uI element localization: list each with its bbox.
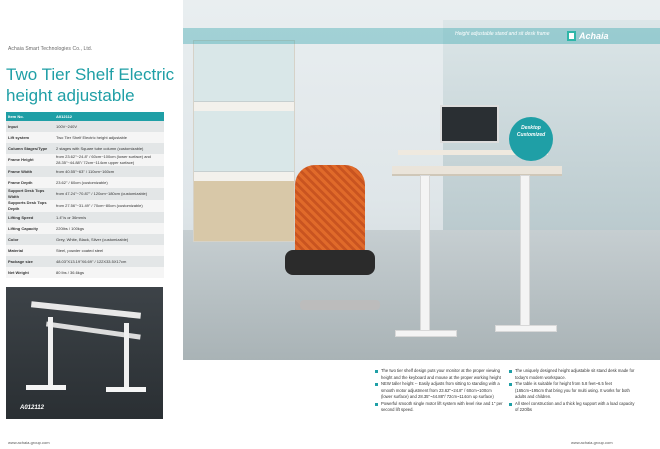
spec-key: Column Stages/Type xyxy=(6,143,54,154)
frame-model-label: A012112 xyxy=(20,405,44,411)
spec-row xyxy=(6,166,164,177)
feature-bullet: The table is suitable for height from 5.8 feet~6.5 feet (165cm~195cm that bring you for multi using. It works for both adults and children. xyxy=(509,381,637,401)
spec-key: Support Desk Tops Width xyxy=(6,188,54,200)
company-name: Achaia Smart Technologies Co., Ltd. xyxy=(8,46,93,52)
feature-bullet: NEW taller height -- Easily adjusts from sitting to standing with a smooth motor adjustment from 23.62"~24.8" / 60cm~100cm (lower surface) and 28.35"~44.88"/ 72cm~114cm up surface) xyxy=(375,381,503,401)
feature-bullet: The uniquely designed height adjustable sit stand desk made for today's modern workspace. xyxy=(509,368,637,381)
spec-key: Frame Height xyxy=(6,154,54,166)
spec-key: Frame Depth xyxy=(6,177,54,188)
spec-key: Lift system xyxy=(6,132,54,143)
spec-value: from 23.62"~24.8" / 60cm~100cm (lower surface) and 28.35"~44.88"/ 72cm~114cm upper surface) xyxy=(54,154,164,166)
spec-value: 2 stages with Square tube column (customizable) xyxy=(54,143,164,154)
monitor xyxy=(440,105,499,143)
spec-value: from 40.55"~63" / 110cm~160cm xyxy=(54,166,164,177)
spec-header-cell: Item No. xyxy=(6,112,54,121)
spec-row xyxy=(6,200,164,212)
spec-value: 1.4"/s or 36mm/s xyxy=(54,212,164,223)
spec-value: Two Tier Shelf Electric height adjustable xyxy=(54,132,164,143)
spec-row xyxy=(6,177,164,188)
spec-table xyxy=(6,112,164,278)
badge-text xyxy=(509,125,553,139)
feature-bullet: Powerful smooth single motor lift system with level rise and 1" per second lift speed. xyxy=(375,401,503,414)
header-tagline: Height adjustable stand and sit desk frame xyxy=(455,31,550,37)
footer-url-left[interactable]: www.achaia-group.com xyxy=(8,440,50,445)
spec-key: Color xyxy=(6,234,54,245)
desk-foot-left xyxy=(395,330,457,337)
spec-value: Steel, powder coated steel xyxy=(54,245,164,256)
spec-row xyxy=(6,154,164,166)
spec-row xyxy=(6,234,164,245)
spec-key: Input xyxy=(6,121,54,132)
spec-row xyxy=(6,212,164,223)
spec-row xyxy=(6,132,164,143)
spec-value: 80 lbs / 36.6kgs xyxy=(54,267,164,278)
spec-value: 23.62" / 60cm (customizable) xyxy=(54,177,164,188)
shelf-wood-cabinet xyxy=(194,181,294,241)
spec-row xyxy=(6,267,164,278)
product-title: Two Tier Shelf Electric height adjustable xyxy=(6,65,175,105)
shelf-glass-top xyxy=(194,41,294,102)
bookshelf xyxy=(193,40,295,242)
desk-frame-illustration xyxy=(6,287,163,419)
office-chair-seat xyxy=(285,250,375,275)
spec-key: Frame Width xyxy=(6,166,54,177)
spec-row xyxy=(6,223,164,234)
office-chair-base xyxy=(300,300,380,310)
spec-row xyxy=(6,188,164,200)
spec-value: from 27.56"~31.49" / 70cm~80cm (customizable) xyxy=(54,200,164,212)
spec-row xyxy=(6,245,164,256)
desk-leg-left xyxy=(420,175,430,332)
feature-list-right xyxy=(509,368,637,414)
badge-line-2: Customized xyxy=(516,132,546,138)
shelf-glass-middle xyxy=(194,111,294,172)
spec-row xyxy=(6,121,164,132)
spec-key: Package size xyxy=(6,256,54,267)
spec-value: from 47.24"~70.87" / 120cm~180cm (customizable) xyxy=(54,188,164,200)
desktop-customized-badge xyxy=(509,117,553,161)
spec-table-header xyxy=(6,112,164,121)
spec-value: Grey, White, Black, Silver (customizable) xyxy=(54,234,164,245)
spec-value: 48.03"X13.19"X6.69" / 122X33.5X17cm xyxy=(54,256,164,267)
spec-header-cell: A012112 xyxy=(54,112,164,121)
spec-value: 220lbs / 100kgs xyxy=(54,223,164,234)
feature-list-left xyxy=(375,368,503,414)
spec-key: Material xyxy=(6,245,54,256)
badge-line-1: Desktop xyxy=(521,125,541,131)
desk-foot-right xyxy=(495,325,557,332)
desk-leg-right xyxy=(520,175,530,327)
spec-key: Net Weight xyxy=(6,267,54,278)
spec-row xyxy=(6,256,164,267)
spec-row xyxy=(6,143,164,154)
desk-frame-photo xyxy=(6,287,163,419)
spec-key: Lifting Capacity xyxy=(6,223,54,234)
feature-bullet: The two tier shelf design puts your monitor at the proper viewing height and the keyboard and mouse at the proper working height xyxy=(375,368,503,381)
logo-text: Achaia xyxy=(579,31,609,41)
footer-url-right[interactable]: www.achaia-group.com xyxy=(571,440,613,445)
feature-bullet: All steel construction and a thick leg support with a load capacity of 220lbs xyxy=(509,401,637,414)
spec-key: Supports Desk Tops Depth xyxy=(6,200,54,212)
spec-value: 100V~240V xyxy=(54,121,164,132)
desk-surface xyxy=(392,166,562,176)
spec-key: Lifting Speed xyxy=(6,212,54,223)
